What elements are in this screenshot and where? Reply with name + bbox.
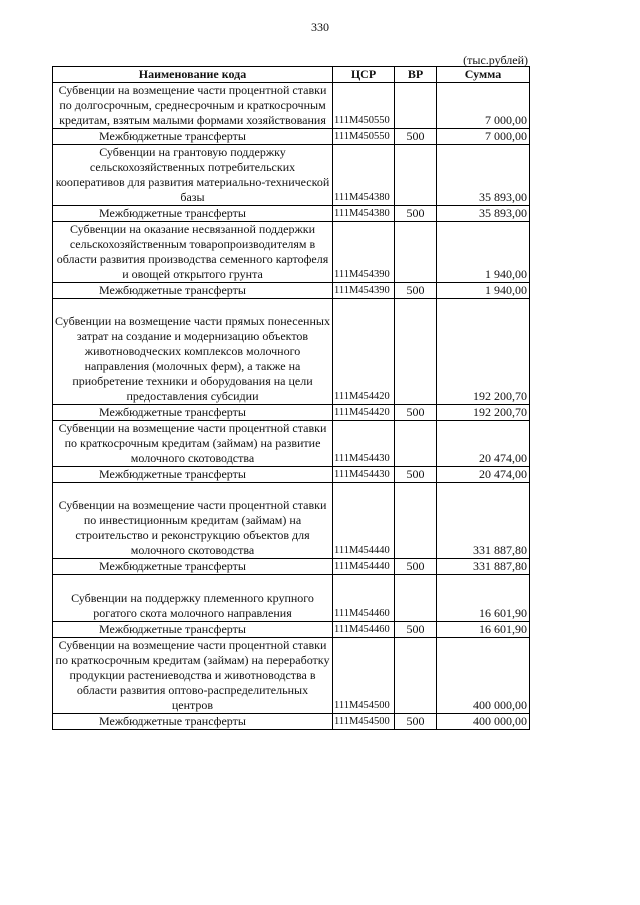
row-csr: 111M450550 <box>333 129 395 145</box>
row-vr <box>395 638 437 714</box>
row-name: Межбюджетные трансферты <box>53 622 333 638</box>
row-sum: 16 601,90 <box>437 622 530 638</box>
row-csr: 111M454390 <box>333 222 395 283</box>
row-name: Субвенции на возмещение части процентной ставки по долгосрочным, среднесрочным и краткосрочным кредитам, взятым малыми формами хозяйствования <box>53 83 333 129</box>
table-row <box>53 299 530 405</box>
table-row <box>53 283 530 299</box>
row-name: Субвенции на поддержку племенного крупного рогатого скота молочного направления <box>53 575 333 622</box>
row-csr: 111M450550 <box>333 83 395 129</box>
table-row <box>53 421 530 467</box>
row-sum: 7 000,00 <box>437 129 530 145</box>
row-name: Межбюджетные трансферты <box>53 283 333 299</box>
table-row <box>53 83 530 129</box>
row-name: Межбюджетные трансферты <box>53 467 333 483</box>
row-csr: 111M454380 <box>333 206 395 222</box>
table-row <box>53 714 530 730</box>
row-vr <box>395 222 437 283</box>
row-sum: 331 887,80 <box>437 483 530 559</box>
row-name: Межбюджетные трансферты <box>53 405 333 421</box>
row-csr: 111M454460 <box>333 622 395 638</box>
row-vr <box>395 575 437 622</box>
header-name: Наименование кода <box>53 67 333 83</box>
row-name: Межбюджетные трансферты <box>53 714 333 730</box>
table-row <box>53 145 530 206</box>
row-vr: 500 <box>395 714 437 730</box>
row-vr: 500 <box>395 405 437 421</box>
row-name: Субвенции на оказание несвязанной поддержки сельскохозяйственным товаропроизводителям в области развития производства семенного картофеля и овощей открытого грунта <box>53 222 333 283</box>
row-vr <box>395 421 437 467</box>
row-sum: 1 940,00 <box>437 283 530 299</box>
table-body <box>53 83 530 730</box>
header-csr: ЦСР <box>333 67 395 83</box>
budget-table <box>52 66 530 730</box>
table-row <box>53 638 530 714</box>
page-number: 330 <box>311 20 329 34</box>
row-sum: 400 000,00 <box>437 638 530 714</box>
row-vr <box>395 83 437 129</box>
table-row <box>53 483 530 559</box>
row-csr: 111M454440 <box>333 559 395 575</box>
row-sum: 192 200,70 <box>437 405 530 421</box>
row-vr <box>395 145 437 206</box>
row-name: Межбюджетные трансферты <box>53 129 333 145</box>
row-vr: 500 <box>395 559 437 575</box>
row-name: Субвенции на возмещение части процентной ставки по краткосрочным кредитам (займам) на развитие молочного скотоводства <box>53 421 333 467</box>
table-row <box>53 622 530 638</box>
row-name: Субвенции на возмещение части процентной ставки по краткосрочным кредитам (займам) на переработку продукции растениеводства и животноводства в области развития оптово-распределительных центров <box>53 638 333 714</box>
row-vr: 500 <box>395 129 437 145</box>
row-sum: 35 893,00 <box>437 206 530 222</box>
header-vr: ВР <box>395 67 437 83</box>
row-csr: 111M454430 <box>333 467 395 483</box>
row-sum: 400 000,00 <box>437 714 530 730</box>
row-sum: 16 601,90 <box>437 575 530 622</box>
row-csr: 111M454420 <box>333 405 395 421</box>
table-header-row <box>53 67 530 83</box>
row-name: Межбюджетные трансферты <box>53 559 333 575</box>
row-csr: 111M454500 <box>333 714 395 730</box>
row-sum: 192 200,70 <box>437 299 530 405</box>
row-name: Субвенции на возмещение части прямых понесенных затрат на создание и модернизацию объектов животноводческих комплексов молочного направления (молочных ферм), а также на приобретение техники и оборудования на цели предоставления субсидии <box>53 299 333 405</box>
table-row <box>53 559 530 575</box>
row-sum: 20 474,00 <box>437 421 530 467</box>
row-sum: 35 893,00 <box>437 145 530 206</box>
row-vr <box>395 483 437 559</box>
row-csr: 111M454390 <box>333 283 395 299</box>
table-row <box>53 206 530 222</box>
row-csr: 111M454440 <box>333 483 395 559</box>
row-csr: 111M454460 <box>333 575 395 622</box>
table-row <box>53 129 530 145</box>
table-row <box>53 575 530 622</box>
row-csr: 111M454500 <box>333 638 395 714</box>
row-name: Субвенции на грантовую поддержку сельскохозяйственных потребительских кооперативов для развития материально-технической базы <box>53 145 333 206</box>
units-label: (тыс.рублей) <box>463 53 528 67</box>
row-sum: 20 474,00 <box>437 467 530 483</box>
row-vr: 500 <box>395 467 437 483</box>
row-vr <box>395 299 437 405</box>
row-csr: 111M454380 <box>333 145 395 206</box>
table-row <box>53 405 530 421</box>
row-csr: 111M454420 <box>333 299 395 405</box>
row-sum: 7 000,00 <box>437 83 530 129</box>
row-name: Межбюджетные трансферты <box>53 206 333 222</box>
table-row <box>53 467 530 483</box>
header-sum: Сумма <box>437 67 530 83</box>
table-row <box>53 222 530 283</box>
row-vr: 500 <box>395 283 437 299</box>
row-sum: 1 940,00 <box>437 222 530 283</box>
row-vr: 500 <box>395 206 437 222</box>
row-csr: 111M454430 <box>333 421 395 467</box>
row-name: Субвенции на возмещение части процентной ставки по инвестиционным кредитам (займам) на строительство и реконструкцию объектов для молочного скотоводства <box>53 483 333 559</box>
row-sum: 331 887,80 <box>437 559 530 575</box>
row-vr: 500 <box>395 622 437 638</box>
